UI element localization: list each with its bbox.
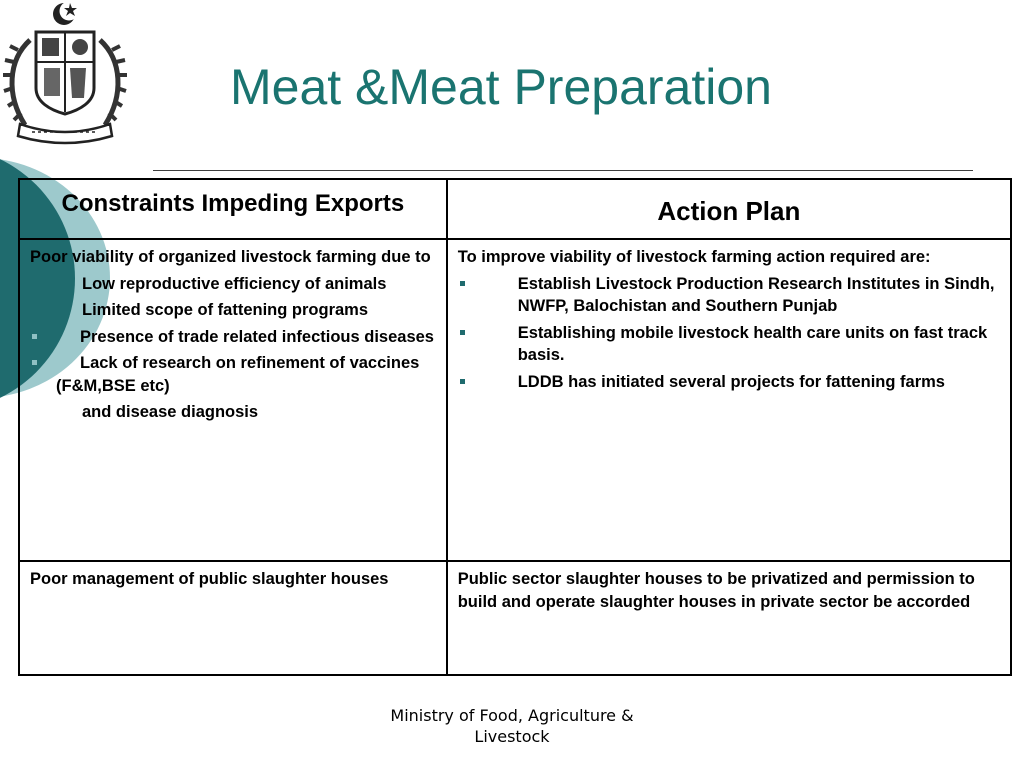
list-item bbox=[458, 273, 1000, 318]
header-action-plan-label: Action Plan bbox=[657, 196, 801, 226]
action-text: Public sector slaughter houses to be privatized and permission to build and operate slaughter houses in private sector be accorded bbox=[457, 570, 975, 611]
list-item-text: Lack of research on refinement of vaccines (F&M,BSE etc) bbox=[56, 354, 420, 395]
list-item-text: Establish Livestock Production Research Institutes in Sindh, NWFP, Balochistan and Southern Punjab bbox=[517, 274, 995, 315]
slide-title: Meat &Meat Preparation bbox=[230, 59, 772, 115]
bullet-icon bbox=[460, 379, 465, 384]
table-header-row bbox=[19, 179, 1011, 239]
constraint-intro: Poor viability of organized livestock farming due to bbox=[30, 248, 431, 266]
bullet-icon bbox=[32, 334, 37, 339]
table-row bbox=[19, 561, 1011, 675]
list-item: Low reproductive efficiency of animals bbox=[82, 274, 387, 293]
constraint-cell-slaughter bbox=[19, 561, 447, 675]
list-item bbox=[30, 326, 436, 349]
list-item: Limited scope of fattening programs bbox=[82, 301, 369, 319]
footer-line: Livestock bbox=[474, 727, 550, 746]
list-item bbox=[458, 322, 1000, 367]
list-item bbox=[458, 371, 1000, 394]
list-item-text: Establishing mobile livestock health care units on fast track basis. bbox=[517, 323, 988, 364]
state-emblem-icon bbox=[0, 0, 130, 148]
constraints-table bbox=[18, 178, 1012, 676]
table-row bbox=[19, 239, 1011, 561]
bullet-icon bbox=[32, 360, 37, 365]
list-item-text: LDDB has initiated several projects for fattening farms bbox=[517, 372, 945, 391]
constraint-text: Poor management of public slaughter houses bbox=[30, 570, 389, 588]
footer-line: Ministry of Food, Agriculture & bbox=[390, 706, 634, 725]
list-item bbox=[30, 352, 436, 397]
title-divider bbox=[153, 170, 973, 171]
list-item: and disease diagnosis bbox=[82, 403, 259, 421]
bullet-icon bbox=[460, 330, 465, 335]
footer bbox=[362, 705, 662, 747]
header-action-plan bbox=[447, 179, 1011, 239]
action-intro: To improve viability of livestock farming action required are: bbox=[457, 248, 931, 266]
header-constraints bbox=[19, 179, 447, 239]
bullet-icon bbox=[460, 281, 465, 286]
list-item-text: Presence of trade related infectious diseases bbox=[80, 327, 434, 346]
action-cell-slaughter bbox=[447, 561, 1011, 675]
constraint-cell-viability bbox=[19, 239, 447, 561]
header-constraints-label: Constraints Impeding Exports bbox=[61, 190, 405, 217]
action-cell-viability bbox=[447, 239, 1011, 561]
